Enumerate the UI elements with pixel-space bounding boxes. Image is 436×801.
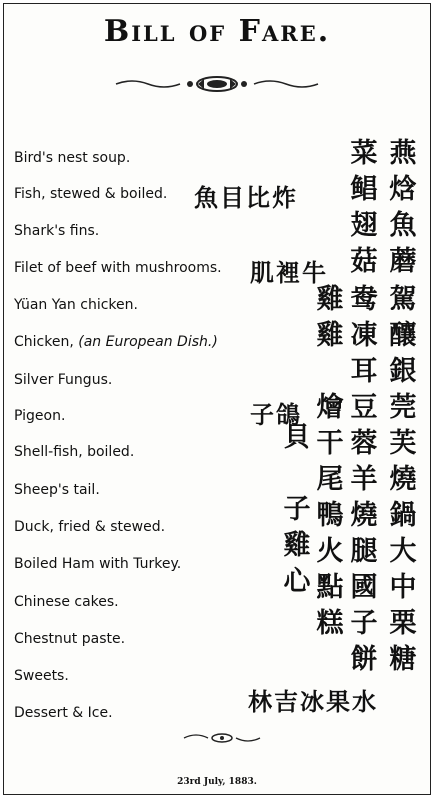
menu-item-chicken — [14, 334, 218, 350]
chinese-column-6 — [282, 424, 312, 604]
chinese-char: 莞 — [389, 392, 417, 423]
chinese-char: 干 — [316, 428, 344, 459]
chinese-char: 翅 — [350, 210, 378, 241]
chinese-char: 貝 — [283, 422, 311, 453]
chinese-char: 燴 — [316, 392, 344, 423]
chinese-char: 腿 — [350, 536, 378, 567]
chinese-column-5 — [315, 286, 345, 646]
menu-item-silver-fungus: Silver Fungus. — [14, 372, 113, 388]
chinese-char: 雞 — [283, 530, 311, 561]
chinese-char: 燒 — [350, 500, 378, 531]
menu-item-label: Chicken, — [14, 334, 74, 350]
chinese-char: 鸯 — [350, 284, 378, 315]
spacer — [315, 358, 345, 394]
chinese-char: 駕 — [389, 284, 417, 315]
chinese-char: 釀 — [389, 320, 417, 351]
menu-item-sharks-fins: Shark's fins. — [14, 223, 100, 239]
chinese-char: 國 — [350, 572, 378, 603]
chinese-char: 鍋 — [389, 500, 417, 531]
menu-item-sweets: Sweets. — [14, 668, 69, 684]
chinese-char: 心 — [283, 566, 311, 597]
chinese-char: 糕 — [316, 608, 344, 639]
chinese-char: 羊 — [350, 464, 378, 495]
bill-of-fare-page — [3, 3, 431, 795]
chinese-char: 耳 — [350, 356, 378, 387]
chinese-char: 鴨 — [316, 500, 344, 531]
menu-item-pigeon: Pigeon. — [14, 408, 66, 424]
chinese-column-4 — [349, 286, 379, 682]
chinese-char: 蘑 — [389, 246, 417, 277]
chinese-char: 中 — [389, 572, 417, 603]
chinese-char: 點 — [316, 572, 344, 603]
spacer — [282, 460, 312, 496]
chinese-char: 豆 — [350, 392, 378, 423]
chinese-column-2 — [349, 140, 379, 284]
menu-item-yuan-yan-chicken: Yüan Yan chicken. — [14, 297, 138, 313]
chinese-char: 銀 — [389, 356, 417, 387]
chinese-char: 栗 — [389, 608, 417, 639]
chinese-char: 魚 — [389, 210, 417, 241]
decorative-ornament-icon — [112, 74, 322, 94]
chinese-char: 糖 — [389, 644, 417, 675]
chinese-char: 雞 — [316, 320, 344, 351]
chinese-column-1 — [388, 140, 418, 284]
chinese-char: 芙 — [389, 428, 417, 459]
chinese-char: 燒 — [389, 464, 417, 495]
menu-item-duck: Duck, fried & stewed. — [14, 519, 166, 535]
chinese-name-beef: 肌裡牛 — [250, 258, 328, 287]
chinese-char: 尾 — [316, 464, 344, 495]
menu-item-birds-nest-soup: Bird's nest soup. — [14, 150, 131, 166]
chinese-char: 餅 — [350, 644, 378, 675]
menu-item-chinese-cakes: Chinese cakes. — [14, 594, 119, 610]
menu-item-fish: Fish, stewed & boiled. — [14, 186, 168, 202]
chinese-char: 雞 — [316, 284, 344, 315]
chinese-char: 子 — [350, 608, 378, 639]
chinese-char: 子 — [283, 494, 311, 525]
chinese-char: 火 — [316, 536, 344, 567]
menu-item-sheeps-tail: Sheep's tail. — [14, 482, 100, 498]
menu-item-note: (an European Dish.) — [78, 334, 218, 350]
menu-date: 23rd July, 1883. — [177, 777, 257, 787]
chinese-char: 燕 — [389, 138, 417, 169]
menu-item-dessert: Dessert & Ice. — [14, 705, 113, 721]
chinese-char: 鲳 — [350, 174, 378, 205]
chinese-char: 焓 — [389, 174, 417, 205]
chinese-char: 菜 — [350, 138, 378, 169]
decorative-flourish-icon — [182, 730, 262, 746]
chinese-column-3 — [388, 286, 418, 682]
chinese-name-dessert: 林吉冰果水 — [248, 687, 378, 716]
chinese-char: 蓉 — [350, 428, 378, 459]
chinese-name-pigeon: 子鴿 — [250, 400, 302, 429]
menu-item-chestnut-paste: Chestnut paste. — [14, 631, 126, 647]
menu-item-filet-of-beef: Filet of beef with mushrooms. — [14, 260, 222, 276]
chinese-name-fish: 魚目比炸 — [194, 183, 298, 212]
chinese-char: 大 — [389, 536, 417, 567]
menu-item-boiled-ham: Boiled Ham with Turkey. — [14, 556, 182, 572]
chinese-char: 菇 — [350, 246, 378, 277]
chinese-char: 凍 — [350, 320, 378, 351]
menu-item-shell-fish: Shell-fish, boiled. — [14, 444, 135, 460]
page-title: Bill of Fare. — [103, 14, 331, 49]
